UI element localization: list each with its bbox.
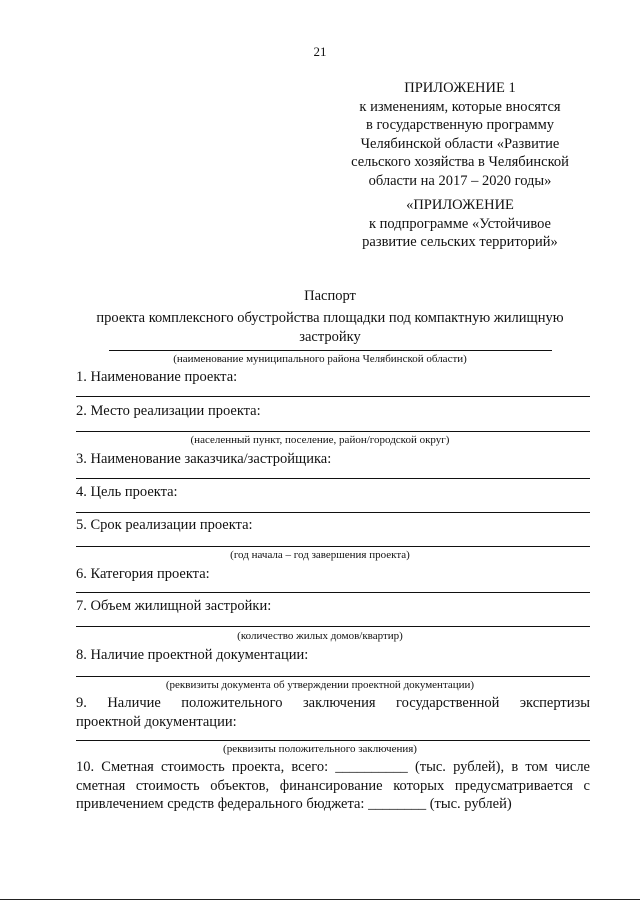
field-category: 6. Категория проекта: — [76, 566, 210, 582]
district-blank-line — [109, 350, 552, 351]
appendix-2-line: «ПРИЛОЖЕНИЕ — [406, 197, 514, 213]
field-6-blank-line — [76, 592, 590, 593]
appendix-1-line: Челябинской области «Развитие — [360, 135, 560, 152]
field-housing-volume: 7. Объем жилищной застройки: — [76, 598, 272, 614]
field-5-blank-line — [76, 546, 590, 547]
field-estimated-cost — [76, 758, 590, 814]
field-expertise — [76, 694, 590, 731]
field-cost-line: 10. Сметная стоимость проекта, всего: __________ (тыс. рублей), в том числе — [76, 759, 590, 775]
appendix-2-header — [300, 196, 620, 252]
appendix-2-line: развитие сельских территорий» — [362, 234, 558, 250]
passport-title: Паспорт — [304, 288, 356, 304]
housing-caption: (количество жилых домов/квартир) — [237, 630, 403, 642]
term-caption: (год начала – год завершения проекта) — [230, 549, 410, 561]
doc-approval-caption: (реквизиты документа об утверждении проектной документации) — [165, 679, 475, 691]
field-8-blank-line — [76, 676, 590, 677]
field-project-name: 1. Наименование проекта: — [76, 369, 238, 385]
field-3-blank-line — [76, 478, 590, 479]
appendix-1-header — [300, 79, 620, 190]
appendix-1-line: в государственную программу — [365, 117, 554, 133]
appendix-2-line: к подпрограмме «Устойчивое — [369, 215, 551, 232]
passport-subtitle: застройку — [299, 329, 361, 345]
appendix-1-line: области на 2017 – 2020 годы» — [368, 172, 552, 189]
district-caption: (наименование муниципального района Челябинской области) — [173, 353, 467, 365]
field-4-blank-line — [76, 512, 590, 513]
appendix-1-line: ПРИЛОЖЕНИЕ 1 — [404, 80, 516, 96]
appendix-1-line: к изменениям, которые вносятся — [359, 98, 561, 115]
appendix-1-line: сельского хозяйства в Челябинской — [351, 154, 569, 170]
field-customer: 3. Наименование заказчика/застройщика: — [76, 451, 332, 467]
passport-subtitle: проекта комплексного обустройства площадки под компактную жилищную — [96, 310, 564, 326]
passport-heading — [30, 287, 630, 347]
field-cost-line: сметная стоимость объектов, финансирование которых предусматривается с — [76, 777, 590, 794]
field-expertise-line: 9. Наличие положительного заключения государственной экспертизы — [76, 695, 590, 711]
field-2-blank-line — [76, 431, 590, 432]
field-9-blank-line — [76, 740, 590, 741]
field-7-blank-line — [76, 626, 590, 627]
field-cost-line: привлечением средств федерального бюджета: ________ (тыс. рублей) — [76, 796, 512, 812]
field-term: 5. Срок реализации проекта: — [76, 517, 253, 533]
field-goal: 4. Цель проекта: — [76, 484, 178, 500]
locality-caption: (населенный пункт, поселение, район/городской округ) — [190, 434, 450, 446]
field-location: 2. Место реализации проекта: — [76, 403, 261, 419]
page-bottom-edge — [0, 899, 640, 900]
expertise-caption: (реквизиты положительного заключения) — [223, 743, 417, 755]
field-1-blank-line — [76, 396, 590, 397]
page-number: 21 — [313, 44, 327, 59]
field-project-docs: 8. Наличие проектной документации: — [76, 647, 309, 663]
field-expertise-line: проектной документации: — [76, 713, 237, 730]
